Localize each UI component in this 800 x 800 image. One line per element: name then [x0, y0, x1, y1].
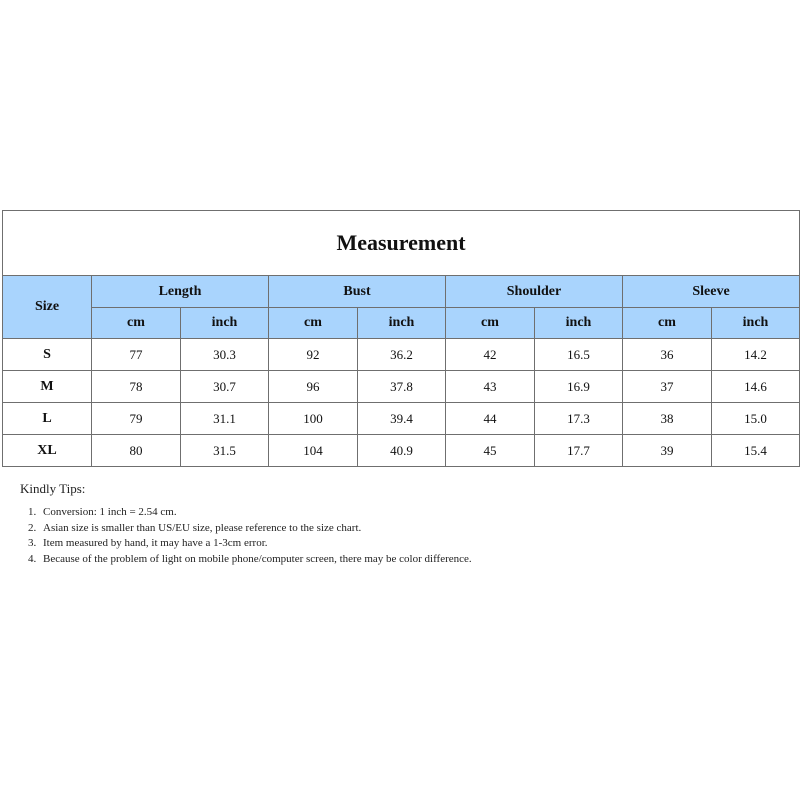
tips-title: Kindly Tips:	[20, 481, 86, 496]
length-inch-cell: 31.1	[181, 403, 269, 435]
tip-item: 3. Item measured by hand, it may have a 1-3cm error.	[39, 536, 580, 552]
table-row	[3, 371, 800, 403]
sleeve-cm-cell: 37	[623, 371, 712, 403]
bust-cm-cell: 100	[269, 403, 358, 435]
sleeve-cm-cell: 36	[623, 339, 712, 371]
shoulder-inch-cell: 16.9	[535, 371, 623, 403]
bust-cm-cell: 104	[269, 435, 358, 467]
bust-inch-cell: 40.9	[358, 435, 446, 467]
sleeve-cm-cell: 39	[623, 435, 712, 467]
length-inch-cell: 31.5	[181, 435, 269, 467]
bust-cm-cell: 96	[269, 371, 358, 403]
sleeve-cm-header: cm	[623, 308, 712, 339]
shoulder-inch-header: inch	[535, 308, 623, 339]
length-inch-cell: 30.7	[181, 371, 269, 403]
kindly-tips	[20, 481, 580, 567]
shoulder-cm-cell: 44	[446, 403, 535, 435]
sleeve-inch-cell: 15.4	[712, 435, 800, 467]
size-chart-table	[2, 210, 800, 467]
size-cell: S	[3, 339, 92, 371]
shoulder-inch-cell: 16.5	[535, 339, 623, 371]
shoulder-cm-cell: 43	[446, 371, 535, 403]
length-cm-cell: 80	[92, 435, 181, 467]
size-cell: M	[3, 371, 92, 403]
bust-cm-header: cm	[269, 308, 358, 339]
bust-cm-cell: 92	[269, 339, 358, 371]
table-row	[3, 403, 800, 435]
size-cell: L	[3, 403, 92, 435]
tip-item: 1. Conversion: 1 inch = 2.54 cm.	[39, 505, 580, 521]
shoulder-cm-cell: 42	[446, 339, 535, 371]
sleeve-inch-cell: 14.2	[712, 339, 800, 371]
sleeve-inch-cell: 14.6	[712, 371, 800, 403]
shoulder-cm-cell: 45	[446, 435, 535, 467]
tip-item: 2. Asian size is smaller than US/EU size, please reference to the size chart.	[39, 521, 580, 537]
tips-list	[20, 505, 580, 567]
shoulder-inch-cell: 17.3	[535, 403, 623, 435]
bust-inch-cell: 39.4	[358, 403, 446, 435]
length-cm-cell: 78	[92, 371, 181, 403]
table-title: Measurement	[3, 211, 800, 276]
shoulder-inch-cell: 17.7	[535, 435, 623, 467]
table-row	[3, 435, 800, 467]
sleeve-inch-header: inch	[712, 308, 800, 339]
bust-inch-cell: 36.2	[358, 339, 446, 371]
size-cell: XL	[3, 435, 92, 467]
size-header: Size	[3, 276, 92, 339]
bust-inch-header: inch	[358, 308, 446, 339]
shoulder-cm-header: cm	[446, 308, 535, 339]
bust-inch-cell: 37.8	[358, 371, 446, 403]
length-cm-cell: 79	[92, 403, 181, 435]
table-row	[3, 339, 800, 371]
length-inch-cell: 30.3	[181, 339, 269, 371]
sleeve-cm-cell: 38	[623, 403, 712, 435]
sleeve-inch-cell: 15.0	[712, 403, 800, 435]
bust-header: Bust	[269, 276, 446, 308]
length-cm-header: cm	[92, 308, 181, 339]
length-cm-cell: 77	[92, 339, 181, 371]
tip-item: 4. Because of the problem of light on mobile phone/computer screen, there may be color difference.	[39, 552, 580, 568]
length-inch-header: inch	[181, 308, 269, 339]
length-header: Length	[92, 276, 269, 308]
shoulder-header: Shoulder	[446, 276, 623, 308]
sleeve-header: Sleeve	[623, 276, 800, 308]
